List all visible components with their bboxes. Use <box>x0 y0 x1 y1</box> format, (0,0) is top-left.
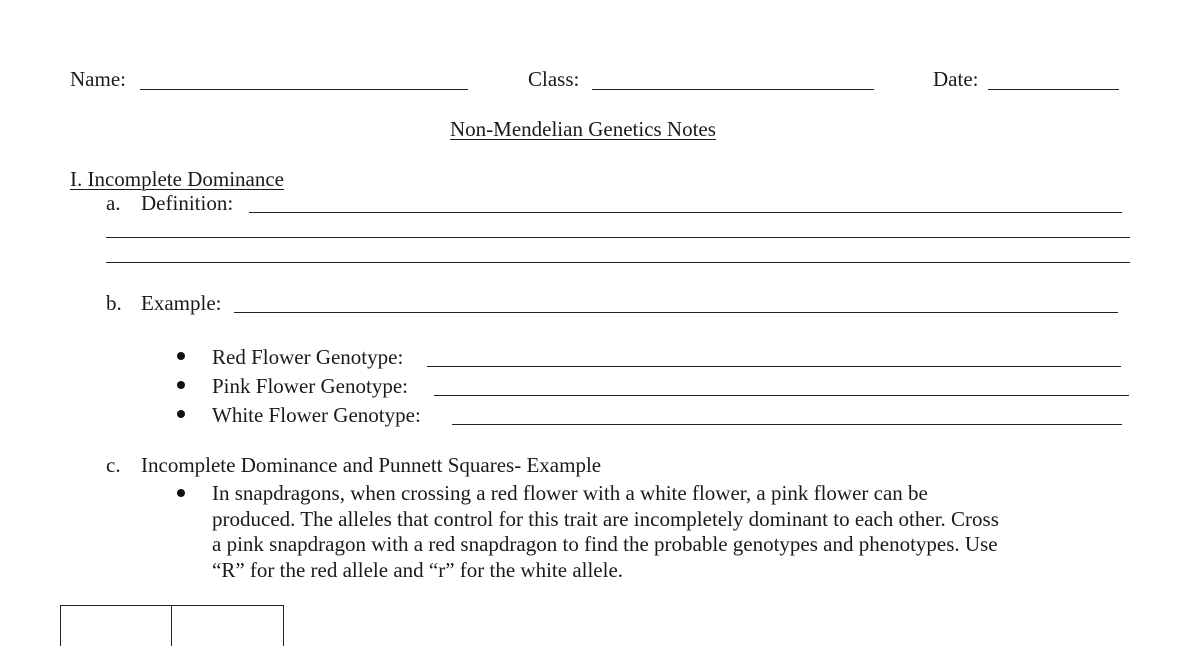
punnett-divider <box>171 606 172 646</box>
item-b-marker: b. <box>106 291 122 315</box>
definition-blank-1[interactable] <box>249 212 1122 213</box>
example-blank[interactable] <box>234 312 1118 313</box>
bullet-icon <box>177 410 185 418</box>
snapdragon-problem <box>212 481 999 583</box>
date-label: Date: <box>933 67 979 91</box>
name-label: Name: <box>70 67 126 91</box>
definition-label: Definition: <box>141 191 234 215</box>
bullet-icon <box>177 489 185 497</box>
bullet-icon <box>177 381 185 389</box>
name-blank[interactable] <box>140 89 468 90</box>
item-a-marker: a. <box>106 191 121 215</box>
problem-line: “R” for the red allele and “r” for the white allele. <box>212 557 624 582</box>
punnett-heading: Incomplete Dominance and Punnett Squares- Example <box>141 453 602 477</box>
red-genotype-blank[interactable] <box>427 366 1121 367</box>
problem-line: produced. The alleles that control for this trait are incompletely dominant to each other. Cross <box>212 506 999 531</box>
pink-genotype-label: Pink Flower Genotype: <box>212 374 408 398</box>
definition-blank-2[interactable] <box>106 237 1130 238</box>
section-heading-incomplete-dominance: I. Incomplete Dominance <box>70 167 284 191</box>
item-c-marker: c. <box>106 453 121 477</box>
class-blank[interactable] <box>592 89 874 90</box>
page-title: Non-Mendelian Genetics Notes <box>450 117 716 141</box>
pink-genotype-blank[interactable] <box>434 395 1129 396</box>
white-genotype-blank[interactable] <box>452 424 1122 425</box>
example-label: Example: <box>141 291 222 315</box>
problem-line: a pink snapdragon with a red snapdragon to find the probable genotypes and phenotypes. Use <box>212 532 998 556</box>
red-genotype-label: Red Flower Genotype: <box>212 345 404 369</box>
class-label: Class: <box>528 67 580 91</box>
punnett-square[interactable] <box>60 605 284 646</box>
definition-blank-3[interactable] <box>106 262 1130 263</box>
problem-line: In snapdragons, when crossing a red flower with a white flower, a pink flower can be <box>212 481 928 505</box>
white-genotype-label: White Flower Genotype: <box>212 403 421 427</box>
bullet-icon <box>177 352 185 360</box>
date-blank[interactable] <box>988 89 1119 90</box>
